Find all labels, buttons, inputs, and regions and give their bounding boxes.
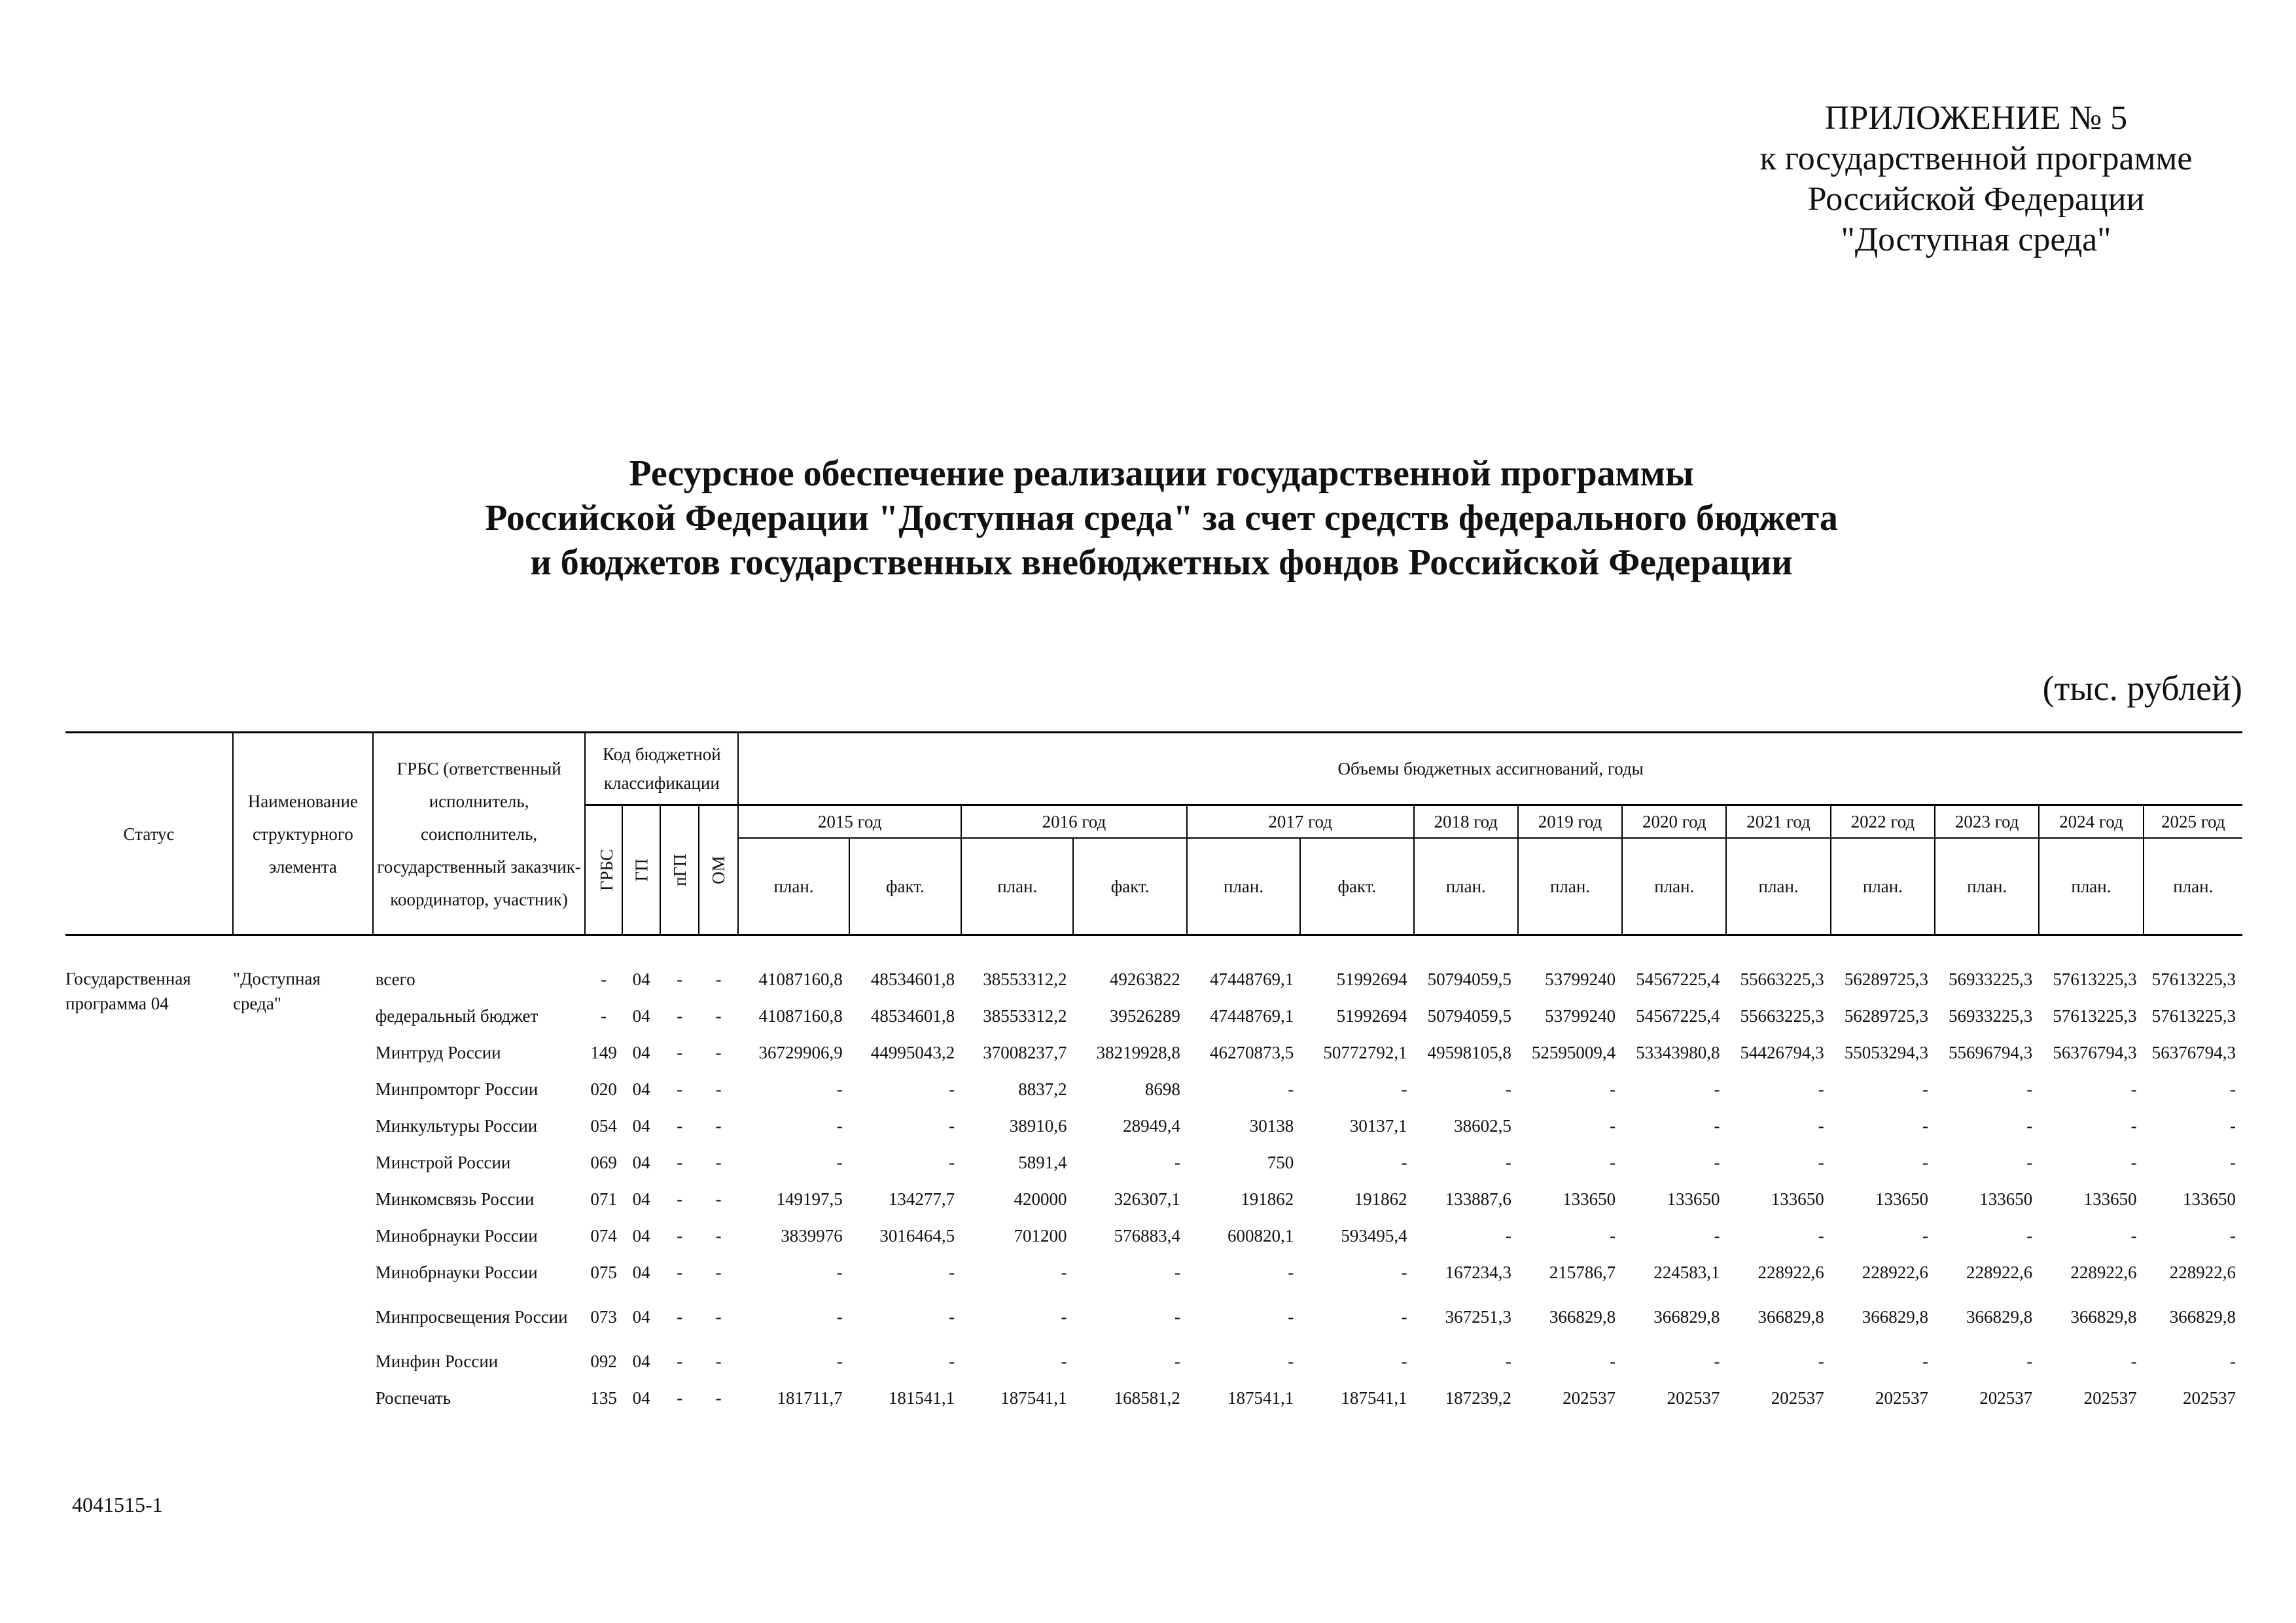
value-cell: - <box>1922 1352 1929 1371</box>
value-cell: 202537 <box>1563 1388 1616 1408</box>
value-cell: 46270873,5 <box>1209 1043 1294 1062</box>
value-cell: - <box>1061 1307 1067 1327</box>
code-pgp-cell: - <box>677 1388 683 1408</box>
header-plan: план. <box>1935 838 2039 935</box>
value-cell: - <box>2230 1226 2236 1246</box>
value-cell: 48534601,8 <box>870 1006 955 1026</box>
value-cell: 420000 <box>1014 1189 1067 1209</box>
code-om-cell: - <box>715 969 722 989</box>
value-cell: 49263822 <box>1109 969 1180 989</box>
value-cell: 181711,7 <box>777 1388 843 1408</box>
header-plan: план. <box>1831 838 1935 935</box>
value-cell: - <box>1288 1079 1294 1099</box>
value-cell: 366829,8 <box>1862 1307 1929 1327</box>
annex-heading <box>1675 98 2277 260</box>
code-pgp-cell: - <box>677 1189 683 1209</box>
value-cell: 134277,7 <box>888 1189 955 1209</box>
value-cell: 36729906,9 <box>758 1043 843 1062</box>
value-cell: - <box>836 1352 843 1371</box>
value-cell: 56376794,3 <box>2151 1043 2236 1062</box>
header-code-gp: ГП <box>622 805 660 935</box>
table-row <box>65 1181 2242 1217</box>
value-cell: - <box>1922 1153 1929 1172</box>
value-cell: 3839976 <box>781 1226 843 1246</box>
value-cell: 51992694 <box>1336 969 1407 989</box>
header-plan: план. <box>2144 838 2242 935</box>
value-cell: 57613225,3 <box>2151 1006 2236 1026</box>
grbs-name-cell: Минстрой России <box>375 1153 511 1172</box>
value-cell: - <box>1818 1352 1824 1371</box>
value-cell: 133650 <box>1667 1189 1720 1209</box>
grbs-name-cell: Минобрнауки России <box>375 1263 538 1282</box>
code-gp-cell: 04 <box>632 969 650 989</box>
budget-table <box>65 731 2242 1416</box>
value-cell: 367251,3 <box>1445 1307 1511 1327</box>
document-title <box>327 451 1996 585</box>
code-grbs-cell: 069 <box>590 1153 617 1172</box>
value-cell: 187239,2 <box>1445 1388 1511 1408</box>
value-cell: 52595009,4 <box>1531 1043 1616 1062</box>
value-cell: 51992694 <box>1336 1006 1407 1026</box>
value-cell: 57613225,3 <box>2151 969 2236 989</box>
header-plan: план. <box>1622 838 1726 935</box>
value-cell: - <box>1174 1307 1180 1327</box>
code-om-cell: - <box>715 1116 722 1136</box>
value-cell: - <box>2130 1116 2137 1136</box>
header-fact: факт. <box>1300 838 1413 935</box>
grbs-name-cell: Минпросвещения России <box>375 1307 568 1327</box>
code-om-cell: - <box>715 1079 722 1099</box>
value-cell: 202537 <box>1875 1388 1929 1408</box>
value-cell: 326307,1 <box>1114 1189 1180 1209</box>
code-om-cell: - <box>715 1006 722 1026</box>
table-row <box>65 1071 2242 1108</box>
value-cell: 224583,1 <box>1653 1263 1720 1282</box>
table-row <box>65 961 2242 998</box>
header-fact: факт. <box>1073 838 1186 935</box>
value-cell: - <box>2230 1116 2236 1136</box>
value-cell: 38602,5 <box>1454 1116 1511 1136</box>
table-row <box>65 1108 2242 1144</box>
value-cell: 366829,8 <box>1757 1307 1824 1327</box>
code-pgp-cell: - <box>677 1226 683 1246</box>
value-cell: - <box>1401 1307 1407 1327</box>
code-grbs-cell: 075 <box>590 1263 617 1282</box>
value-cell: 215786,7 <box>1549 1263 1616 1282</box>
value-cell: 3016464,5 <box>879 1226 955 1246</box>
value-cell: 228922,6 <box>1862 1263 1929 1282</box>
value-cell: 133887,6 <box>1445 1189 1511 1209</box>
value-cell: - <box>2026 1153 2033 1172</box>
header-plan: план. <box>2039 838 2143 935</box>
code-pgp-cell: - <box>677 1006 683 1026</box>
code-gp-cell: 04 <box>632 1388 650 1408</box>
value-cell: 191862 <box>1241 1189 1294 1209</box>
value-cell: 54426794,3 <box>1740 1043 1824 1062</box>
value-cell: 57613225,3 <box>2053 969 2137 989</box>
header-code-grbs: ГРБС <box>585 805 622 935</box>
value-cell: 53799240 <box>1545 969 1616 989</box>
header-code-group: Код бюджетной классификации <box>585 733 738 805</box>
code-om-cell: - <box>715 1388 722 1408</box>
value-cell: 41087160,8 <box>758 969 843 989</box>
value-cell: 228922,6 <box>1966 1263 2033 1282</box>
value-cell: 38553312,2 <box>983 1006 1067 1026</box>
value-cell: 56376794,3 <box>2053 1043 2137 1062</box>
value-cell: - <box>949 1307 955 1327</box>
value-cell: 133650 <box>1875 1189 1929 1209</box>
code-pgp-cell: - <box>677 1352 683 1371</box>
value-cell: - <box>1288 1263 1294 1282</box>
code-grbs-cell: 074 <box>590 1226 617 1246</box>
value-cell: 55663225,3 <box>1740 1006 1824 1026</box>
grbs-name-cell: Минфин России <box>375 1352 499 1371</box>
value-cell: - <box>2130 1153 2137 1172</box>
code-pgp-cell: - <box>677 1116 683 1136</box>
header-year: 2015 год <box>738 805 961 839</box>
value-cell: 47448769,1 <box>1209 969 1294 989</box>
value-cell: 133650 <box>1771 1189 1824 1209</box>
header-plan: план. <box>1726 838 1830 935</box>
code-grbs-cell: - <box>601 969 607 989</box>
value-cell: 750 <box>1267 1153 1294 1172</box>
value-cell: 366829,8 <box>2169 1307 2236 1327</box>
value-cell: - <box>1922 1226 1929 1246</box>
code-gp-cell: 04 <box>632 1226 650 1246</box>
value-cell: 600820,1 <box>1227 1226 1294 1246</box>
header-year: 2023 год <box>1935 805 2039 839</box>
table-body <box>65 935 2242 1417</box>
code-gp-cell: 04 <box>632 1116 650 1136</box>
value-cell: - <box>949 1153 955 1172</box>
value-cell: - <box>2230 1079 2236 1099</box>
value-cell: - <box>1610 1116 1616 1136</box>
value-cell: - <box>949 1352 955 1371</box>
header-year: 2017 год <box>1187 805 1414 839</box>
table-row <box>65 1217 2242 1254</box>
value-cell: - <box>1714 1352 1720 1371</box>
code-pgp-cell: - <box>677 1043 683 1062</box>
grbs-name-cell: всего <box>375 969 415 989</box>
value-cell: - <box>2130 1352 2137 1371</box>
status-cell: Государственная программа 04 <box>65 969 191 1013</box>
header-status: Статус <box>65 733 233 935</box>
value-cell: - <box>1714 1079 1720 1099</box>
code-gp-cell: 04 <box>632 1153 650 1172</box>
value-cell: - <box>1288 1352 1294 1371</box>
value-cell: 133650 <box>2083 1189 2137 1209</box>
header-year: 2018 год <box>1414 805 1518 839</box>
header-year: 2019 год <box>1518 805 1622 839</box>
code-grbs-cell: 092 <box>590 1352 617 1371</box>
value-cell: - <box>1401 1079 1407 1099</box>
value-cell: 8698 <box>1144 1079 1180 1099</box>
table-row <box>65 998 2242 1034</box>
value-cell: 47448769,1 <box>1209 1006 1294 1026</box>
code-gp-cell: 04 <box>632 1079 650 1099</box>
value-cell: 56933225,3 <box>1949 1006 2033 1026</box>
value-cell: 44995043,2 <box>870 1043 955 1062</box>
code-gp-cell: 04 <box>632 1307 650 1327</box>
value-cell: - <box>2026 1116 2033 1136</box>
header-year: 2021 год <box>1726 805 1830 839</box>
code-grbs-cell: 149 <box>590 1043 617 1062</box>
value-cell: - <box>1061 1352 1067 1371</box>
header-plan: план. <box>1414 838 1518 935</box>
code-grbs-cell: 135 <box>590 1388 617 1408</box>
value-cell: - <box>1714 1116 1720 1136</box>
header-year: 2024 год <box>2039 805 2143 839</box>
value-cell: - <box>1505 1153 1511 1172</box>
value-cell: - <box>1505 1226 1511 1246</box>
title-line: и бюджетов государственных внебюджетных фондов Российской Федерации <box>530 542 1793 583</box>
value-cell: 53343980,8 <box>1636 1043 1720 1062</box>
header-plan: план. <box>738 838 849 935</box>
code-pgp-cell: - <box>677 1263 683 1282</box>
value-cell: 167234,3 <box>1445 1263 1511 1282</box>
value-cell: 30138 <box>1249 1116 1294 1136</box>
value-cell: 187541,1 <box>1227 1388 1294 1408</box>
code-grbs-cell: 020 <box>590 1079 617 1099</box>
value-cell: - <box>1922 1079 1929 1099</box>
value-cell: 202537 <box>2083 1388 2137 1408</box>
value-cell: - <box>1401 1352 1407 1371</box>
code-om-cell: - <box>715 1352 722 1371</box>
code-gp-cell: 04 <box>632 1189 650 1209</box>
code-om-cell: - <box>715 1153 722 1172</box>
value-cell: 39526289 <box>1109 1006 1180 1026</box>
value-cell: 133650 <box>1979 1189 2033 1209</box>
code-pgp-cell: - <box>677 1307 683 1327</box>
value-cell: - <box>1714 1226 1720 1246</box>
table-header <box>65 733 2242 935</box>
annex-ref-line: "Доступная среда" <box>1841 221 2111 258</box>
value-cell: - <box>1505 1079 1511 1099</box>
annex-ref-line: Российской Федерации <box>1807 181 2145 218</box>
value-cell: - <box>1174 1263 1180 1282</box>
value-cell: - <box>1818 1226 1824 1246</box>
value-cell: - <box>2130 1079 2137 1099</box>
value-cell: 56933225,3 <box>1949 969 2033 989</box>
units-label: (тыс. рублей) <box>2042 669 2242 708</box>
value-cell: 56289725,3 <box>1844 969 1929 989</box>
value-cell: 28949,4 <box>1123 1116 1180 1136</box>
code-pgp-cell: - <box>677 1153 683 1172</box>
value-cell: 228922,6 <box>2169 1263 2236 1282</box>
header-year: 2020 год <box>1622 805 1726 839</box>
value-cell: - <box>2026 1079 2033 1099</box>
value-cell: 5891,4 <box>1018 1153 1067 1172</box>
value-cell: - <box>949 1116 955 1136</box>
table-row <box>65 1291 2242 1343</box>
value-cell: - <box>1061 1263 1067 1282</box>
value-cell: - <box>2026 1226 2033 1246</box>
header-plan: план. <box>1187 838 1300 935</box>
value-cell: 133650 <box>2183 1189 2236 1209</box>
code-grbs-cell: 071 <box>590 1189 617 1209</box>
grbs-name-cell: Роспечать <box>375 1388 451 1408</box>
table-row <box>65 1144 2242 1181</box>
value-cell: 48534601,8 <box>870 969 955 989</box>
code-pgp-cell: - <box>677 969 683 989</box>
grbs-name-cell: Минтруд России <box>375 1043 501 1062</box>
value-cell: 168581,2 <box>1114 1388 1180 1408</box>
code-om-cell: - <box>715 1263 722 1282</box>
value-cell: - <box>949 1263 955 1282</box>
value-cell: 228922,6 <box>2070 1263 2137 1282</box>
value-cell: 38219928,8 <box>1096 1043 1180 1062</box>
value-cell: 41087160,8 <box>758 1006 843 1026</box>
value-cell: - <box>1401 1153 1407 1172</box>
value-cell: 187541,1 <box>1000 1388 1067 1408</box>
value-cell: 191862 <box>1354 1189 1407 1209</box>
code-grbs-cell: - <box>601 1006 607 1026</box>
value-cell: 593495,4 <box>1341 1226 1407 1246</box>
value-cell: 366829,8 <box>1549 1307 1616 1327</box>
value-cell: 701200 <box>1014 1226 1067 1246</box>
value-cell: 56289725,3 <box>1844 1006 1929 1026</box>
table-row <box>65 1254 2242 1291</box>
value-cell: 366829,8 <box>1653 1307 1720 1327</box>
value-cell: 576883,4 <box>1114 1226 1180 1246</box>
value-cell: - <box>1922 1116 1929 1136</box>
value-cell: 55696794,3 <box>1949 1043 2033 1062</box>
value-cell: - <box>2230 1352 2236 1371</box>
value-cell: - <box>836 1153 843 1172</box>
document-code: 4041515-1 <box>72 1493 163 1516</box>
code-gp-cell: 04 <box>632 1263 650 1282</box>
annex-number: ПРИЛОЖЕНИЕ № 5 <box>1824 99 2128 137</box>
header-year: 2016 год <box>961 805 1187 839</box>
code-grbs-cell: 073 <box>590 1307 617 1327</box>
title-line: Ресурсное обеспечение реализации государственной программы <box>629 453 1694 494</box>
value-cell: - <box>1818 1116 1824 1136</box>
code-gp-cell: 04 <box>632 1043 650 1062</box>
element-cell: "Доступная среда" <box>233 969 321 1013</box>
code-om-cell: - <box>715 1043 722 1062</box>
value-cell: 133650 <box>1563 1189 1616 1209</box>
table-row <box>65 1380 2242 1416</box>
value-cell: 202537 <box>1979 1388 2033 1408</box>
value-cell: 54567225,4 <box>1636 969 1720 989</box>
value-cell: - <box>836 1307 843 1327</box>
annex-ref-line: к государственной программе <box>1759 140 2193 177</box>
header-element: Наименование структурного элемента <box>233 733 373 935</box>
value-cell: 149197,5 <box>776 1189 843 1209</box>
value-cell: - <box>2026 1352 2033 1371</box>
value-cell: - <box>1610 1079 1616 1099</box>
header-grbs: ГРБС (ответственный исполнитель, соисполнитель, государственный заказчик-координатор, участник) <box>373 733 586 935</box>
code-om-cell: - <box>715 1307 722 1327</box>
value-cell: 30137,1 <box>1349 1116 1407 1136</box>
value-cell: 202537 <box>1667 1388 1720 1408</box>
value-cell: 53799240 <box>1545 1006 1616 1026</box>
value-cell: 8837,2 <box>1018 1079 1067 1099</box>
value-cell: 55663225,3 <box>1740 969 1824 989</box>
code-om-cell: - <box>715 1189 722 1209</box>
header-code-pgp: пГП <box>660 805 698 935</box>
value-cell: - <box>1610 1226 1616 1246</box>
header-fact: факт. <box>849 838 961 935</box>
code-om-cell: - <box>715 1226 722 1246</box>
value-cell: - <box>1505 1352 1511 1371</box>
header-plan: план. <box>1518 838 1622 935</box>
grbs-name-cell: Минпромторг России <box>375 1079 539 1099</box>
value-cell: - <box>2130 1226 2137 1246</box>
header-code-om: ОМ <box>699 805 739 935</box>
value-cell: 37008237,7 <box>983 1043 1067 1062</box>
code-gp-cell: 04 <box>632 1006 650 1026</box>
value-cell: - <box>836 1263 843 1282</box>
table-row <box>65 1034 2242 1071</box>
value-cell: - <box>1610 1352 1616 1371</box>
value-cell: - <box>1818 1153 1824 1172</box>
value-cell: 38910,6 <box>1009 1116 1067 1136</box>
value-cell: - <box>949 1079 955 1099</box>
value-cell: - <box>1401 1263 1407 1282</box>
value-cell: - <box>1610 1153 1616 1172</box>
value-cell: 54567225,4 <box>1636 1006 1720 1026</box>
value-cell: 50794059,5 <box>1427 969 1511 989</box>
value-cell: - <box>836 1079 843 1099</box>
value-cell: - <box>1714 1153 1720 1172</box>
value-cell: - <box>1174 1352 1180 1371</box>
grbs-name-cell: федеральный бюджет <box>375 1006 539 1026</box>
title-line: Российской Федерации "Доступная среда" за счет средств федерального бюджета <box>485 498 1838 538</box>
code-gp-cell: 04 <box>632 1352 650 1371</box>
value-cell: 228922,6 <box>1757 1263 1824 1282</box>
value-cell: 57613225,3 <box>2053 1006 2137 1026</box>
value-cell: 55053294,3 <box>1844 1043 1929 1062</box>
value-cell: 49598105,8 <box>1427 1043 1511 1062</box>
header-volumes: Объемы бюджетных ассигнований, годы <box>738 733 2242 805</box>
value-cell: 366829,8 <box>2070 1307 2137 1327</box>
value-cell: - <box>1288 1307 1294 1327</box>
header-year: 2022 год <box>1831 805 1935 839</box>
value-cell: - <box>836 1116 843 1136</box>
value-cell: - <box>2230 1153 2236 1172</box>
value-cell: 366829,8 <box>1966 1307 2033 1327</box>
value-cell: 181541,1 <box>888 1388 955 1408</box>
header-plan: план. <box>961 838 1073 935</box>
value-cell: 187541,1 <box>1341 1388 1407 1408</box>
grbs-name-cell: Минобрнауки России <box>375 1226 538 1246</box>
code-grbs-cell: 054 <box>590 1116 617 1136</box>
grbs-name-cell: Минкультуры России <box>375 1116 538 1136</box>
value-cell: 50772792,1 <box>1323 1043 1407 1062</box>
value-cell: - <box>1818 1079 1824 1099</box>
value-cell: 50794059,5 <box>1427 1006 1511 1026</box>
value-cell: 202537 <box>2183 1388 2236 1408</box>
header-year: 2025 год <box>2144 805 2242 839</box>
value-cell: 38553312,2 <box>983 969 1067 989</box>
table-row <box>65 1343 2242 1380</box>
value-cell: 202537 <box>1771 1388 1824 1408</box>
value-cell: - <box>1174 1153 1180 1172</box>
code-pgp-cell: - <box>677 1079 683 1099</box>
grbs-name-cell: Минкомсвязь России <box>375 1189 535 1209</box>
